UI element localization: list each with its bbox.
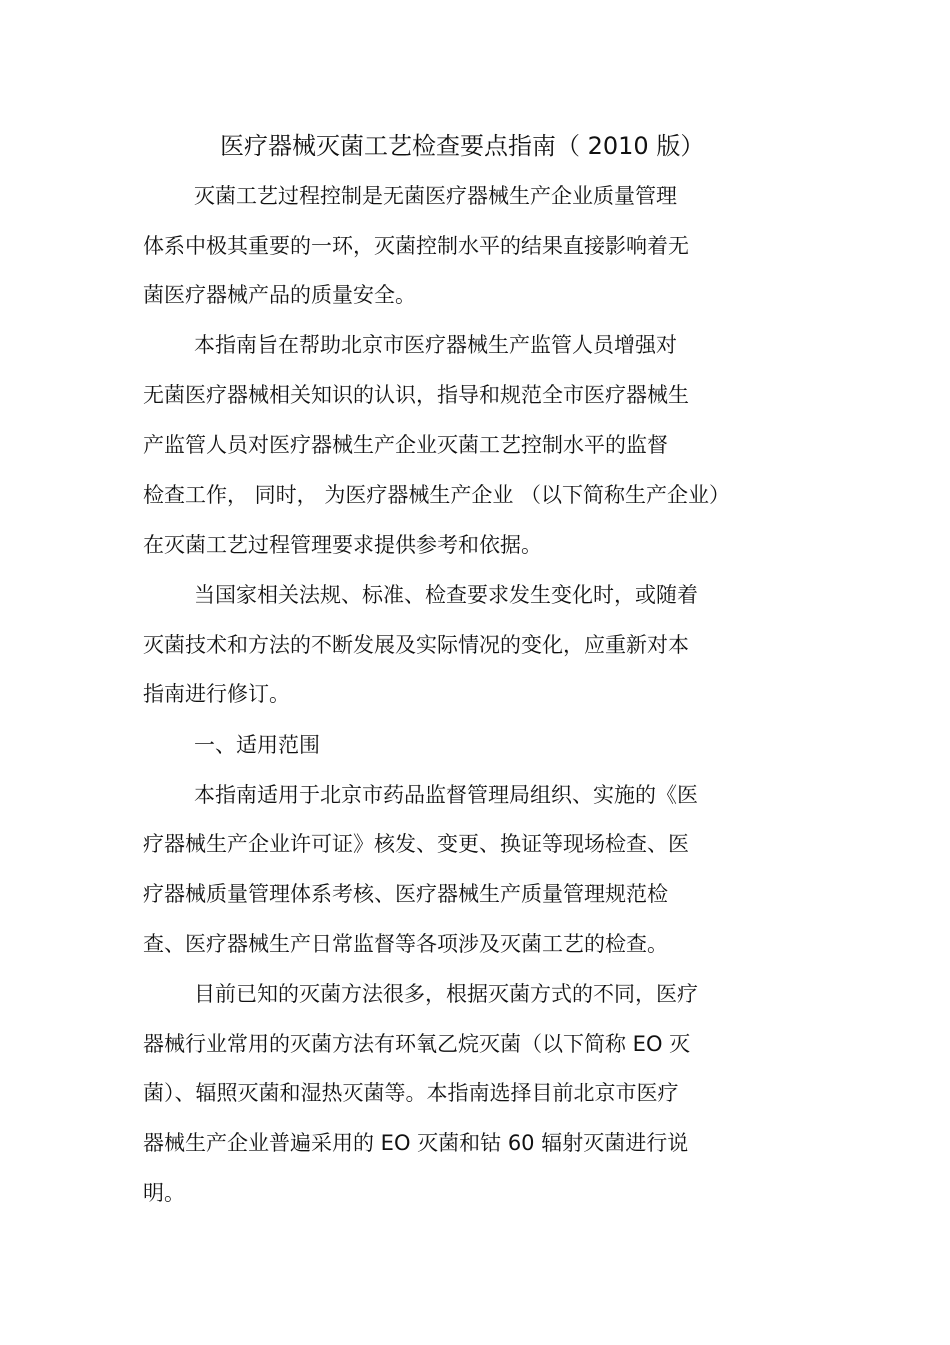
paragraph-line: 器械生产企业普遍采用的 EO 灭菌和钴 60 辐射灭菌进行说 (143, 1131, 689, 1155)
paragraph-line: 疗器械生产企业许可证》核发、变更、换证等现场检查、医 (143, 832, 689, 856)
document-title: 医疗器械灭菌工艺检查要点指南（ 2010 版） (220, 132, 705, 160)
paragraph-line: 无菌医疗器械相关知识的认识，指导和规范全市医疗器械生 (143, 383, 689, 407)
paragraph-line: 检查工作， 同时， 为医疗器械生产企业 （以下简称生产企业） (143, 483, 731, 507)
paragraph-line: 本指南适用于北京市药品监督管理局组织、实施的《医 (194, 783, 698, 807)
paragraph-line: 指南进行修订。 (143, 682, 290, 706)
paragraph-line: 灭菌技术和方法的不断发展及实际情况的变化，应重新对本 (143, 633, 689, 657)
paragraph-line: 当国家相关法规、标准、检查要求发生变化时，或随着 (194, 583, 698, 607)
paragraph-line: 明。 (143, 1181, 185, 1205)
paragraph-line: 本指南旨在帮助北京市医疗器械生产监管人员增强对 (194, 333, 677, 357)
paragraph-line: 查、医疗器械生产日常监督等各项涉及灭菌工艺的检查。 (143, 932, 668, 956)
paragraph-line: 菌医疗器械产品的质量安全。 (143, 283, 416, 307)
paragraph-line: 体系中极其重要的一环，灭菌控制水平的结果直接影响着无 (143, 234, 689, 258)
paragraph-line: 器械行业常用的灭菌方法有环氧乙烷灭菌（以下简称 EO 灭 (143, 1032, 691, 1056)
paragraph-line: 疗器械质量管理体系考核、医疗器械生产质量管理规范检 (143, 882, 668, 906)
paragraph-line: 灭菌工艺过程控制是无菌医疗器械生产企业质量管理 (194, 184, 677, 208)
paragraph-line: 在灭菌工艺过程管理要求提供参考和依据。 (143, 533, 542, 557)
section-heading: 一、适用范围 (194, 733, 320, 757)
paragraph-line: 产监管人员对医疗器械生产企业灭菌工艺控制水平的监督 (143, 433, 668, 457)
paragraph-line: 目前已知的灭菌方法很多，根据灭菌方式的不同，医疗 (194, 982, 698, 1006)
paragraph-line: 菌）、辐照灭菌和湿热灭菌等。本指南选择目前北京市医疗 (143, 1081, 679, 1105)
